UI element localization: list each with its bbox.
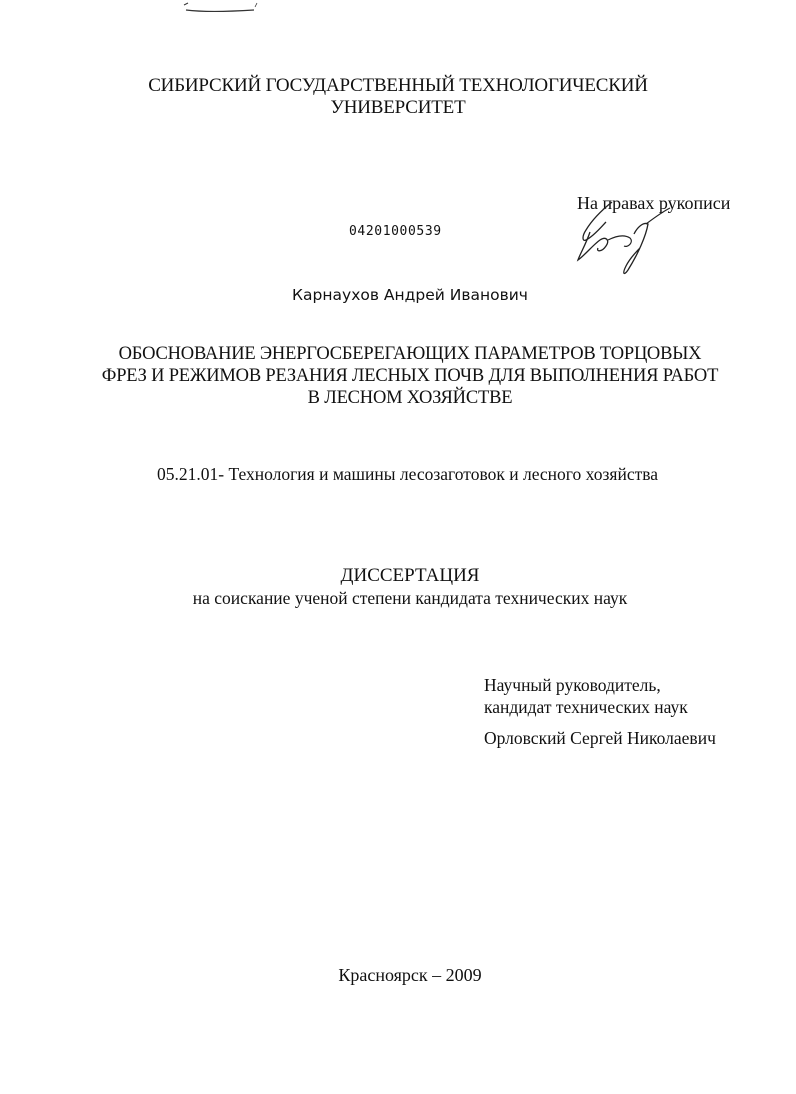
scan-mark	[182, 2, 264, 16]
document-type: ДИССЕРТАЦИЯ	[340, 565, 480, 586]
supervisor-role: Научный руководитель,	[484, 675, 661, 695]
university-name	[0, 75, 796, 119]
title-line-2: ФРЕЗ И РЕЖИМОВ РЕЗАНИЯ ЛЕСНЫХ ПОЧВ ДЛЯ ВЫПОЛНЕНИЯ РАБОТ	[101, 366, 719, 386]
title-line-3: В ЛЕСНОМ ХОЗЯЙСТВЕ	[307, 388, 513, 408]
supervisor-block	[484, 674, 716, 749]
supervisor-degree: кандидат технических наук	[484, 697, 688, 717]
rights-note: На правах рукописи	[577, 193, 731, 213]
title-line-1: ОБОСНОВАНИЕ ЭНЕРГОСБЕРЕГАЮЩИХ ПАРАМЕТРОВ ТОРЦОВЫХ	[118, 344, 702, 364]
degree-statement: на соискание ученой степени кандидата технических наук	[192, 588, 628, 608]
supervisor-name: Орловский Сергей Николаевич	[484, 728, 716, 748]
catalog-number: 04201000539	[349, 224, 442, 239]
city-year: Красноярск – 2009	[338, 965, 482, 985]
university-name-line-1: СИБИРСКИЙ ГОСУДАРСТВЕННЫЙ ТЕХНОЛОГИЧЕСКИЙ	[148, 75, 648, 96]
signature	[572, 196, 677, 278]
dissertation-title	[80, 343, 740, 409]
specialty-code: 05.21.01- Технология и машины лесозаготовок и лесного хозяйства	[157, 464, 659, 484]
author-name: Карнаухов Андрей Иванович	[292, 286, 528, 304]
university-name-line-2: УНИВЕРСИТЕТ	[330, 97, 466, 118]
